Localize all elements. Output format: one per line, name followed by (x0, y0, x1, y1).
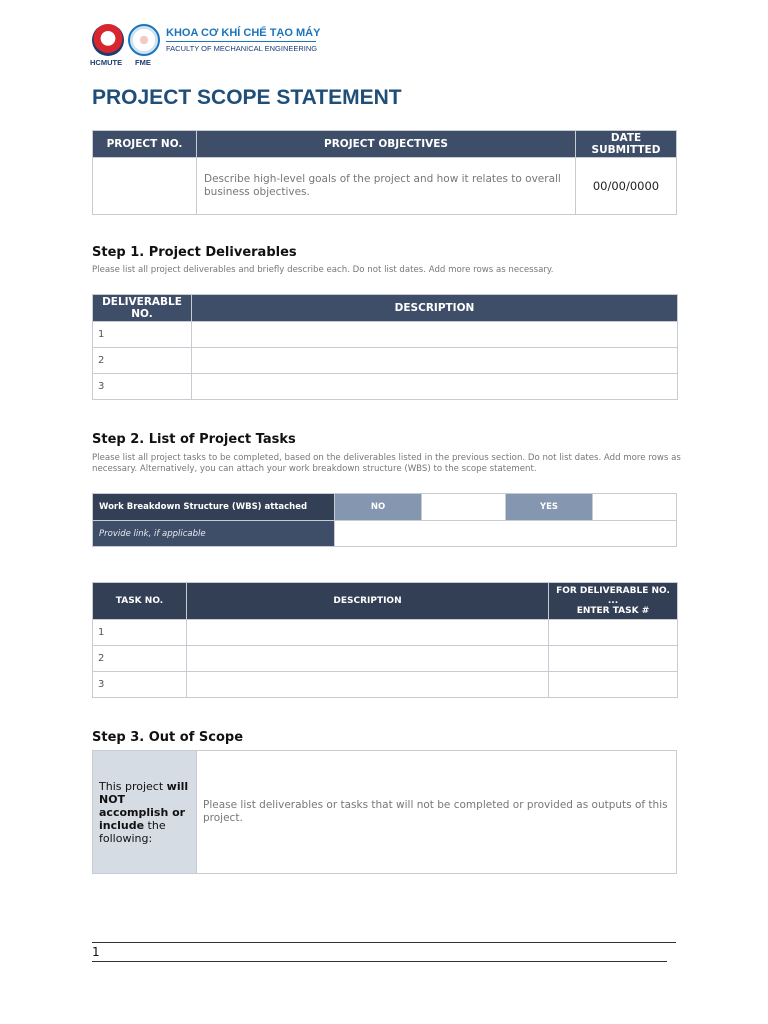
date-submitted-cell[interactable]: 00/00/0000 (576, 158, 677, 215)
col-for-deliverable (549, 583, 678, 620)
task-description-cell[interactable] (187, 646, 549, 672)
col-task-no: TASK NO. (93, 583, 187, 620)
wbs-yes-checkbox[interactable] (593, 494, 677, 521)
out-of-scope-label (93, 751, 197, 874)
deliverable-no-cell[interactable]: 3 (93, 374, 192, 400)
project-objectives-cell[interactable]: Describe high-level goals of the project and how it relates to overall business objectives. (197, 158, 576, 215)
table-row (93, 646, 678, 672)
out-of-scope-field[interactable]: Please list deliverables or tasks that will not be completed or provided as outputs of this project. (197, 751, 677, 874)
col-for-deliverable-line3: ENTER TASK # (576, 606, 650, 616)
col-project-objectives: PROJECT OBJECTIVES (197, 131, 576, 158)
logo-divider (166, 41, 316, 42)
hcmute-emblem-icon (92, 24, 124, 56)
out-of-scope-table (92, 750, 677, 874)
task-no-cell[interactable]: 1 (93, 620, 187, 646)
scope-label-emphasis: will NOT accomplish or include (99, 779, 189, 832)
wbs-link-field[interactable] (335, 521, 677, 547)
step2-note: Please list all project tasks to be completed, based on the deliverables listed in the previous section. Do not list dates. Add more rows as necessary. Alternatively, you can attach your work breakdown structure (WBS) to the scope statement. (92, 453, 681, 474)
task-no-cell[interactable]: 3 (93, 672, 187, 698)
step2-heading: Step 2. List of Project Tasks (92, 432, 296, 447)
col-deliverable-no: DELIVERABLE NO. (93, 295, 192, 322)
task-no-cell[interactable]: 2 (93, 646, 187, 672)
logo-text-vn: KHOA CƠ KHÍ CHẾ TẠO MÁY (166, 27, 321, 39)
logo-sub-hcmute: HCMUTE (90, 58, 123, 67)
col-task-description: DESCRIPTION (187, 583, 549, 620)
page-title: PROJECT SCOPE STATEMENT (92, 86, 402, 109)
col-deliverable-description: DESCRIPTION (192, 295, 678, 322)
fme-emblem-icon (128, 24, 160, 56)
footer-divider-bottom (92, 961, 667, 962)
deliverable-description-cell[interactable] (192, 348, 678, 374)
wbs-no-checkbox[interactable] (422, 494, 506, 521)
wbs-table (92, 493, 677, 547)
task-deliverable-cell[interactable] (549, 620, 678, 646)
wbs-yes-label: YES (506, 494, 593, 521)
task-description-cell[interactable] (187, 620, 549, 646)
summary-table (92, 130, 677, 215)
deliverable-no-cell[interactable]: 2 (93, 348, 192, 374)
table-row (93, 672, 678, 698)
table-row (93, 322, 678, 348)
wbs-attached-label: Work Breakdown Structure (WBS) attached (93, 494, 335, 521)
deliverable-no-cell[interactable]: 1 (93, 322, 192, 348)
faculty-logo (90, 22, 320, 70)
col-project-no: PROJECT NO. (93, 131, 197, 158)
footer-divider-top (92, 942, 676, 943)
col-date-submitted: DATE SUBMITTED (576, 131, 677, 158)
wbs-no-label: NO (335, 494, 422, 521)
deliverable-description-cell[interactable] (192, 374, 678, 400)
scope-label-part1: This project (99, 779, 167, 793)
col-for-deliverable-line2: ... (607, 596, 619, 606)
table-row (93, 374, 678, 400)
wbs-link-label: Provide link, if applicable (93, 521, 335, 547)
col-for-deliverable-line1: FOR DELIVERABLE NO. (556, 586, 670, 596)
page-number: 1 (92, 945, 100, 959)
tasks-table (92, 582, 678, 698)
logo-sub-fme: FME (135, 58, 151, 67)
table-row (93, 620, 678, 646)
project-no-cell[interactable] (93, 158, 197, 215)
deliverables-table (92, 294, 678, 400)
deliverable-description-cell[interactable] (192, 322, 678, 348)
task-deliverable-cell[interactable] (549, 672, 678, 698)
table-row (93, 348, 678, 374)
scope-label-part3: the following: (99, 818, 166, 845)
logo-text-en: FACULTY OF MECHANICAL ENGINEERING (166, 44, 318, 53)
step1-note: Please list all project deliverables and briefly describe each. Do not list dates. Add more rows as necessary. (92, 265, 554, 275)
step1-heading: Step 1. Project Deliverables (92, 245, 297, 260)
task-deliverable-cell[interactable] (549, 646, 678, 672)
task-description-cell[interactable] (187, 672, 549, 698)
step3-heading: Step 3. Out of Scope (92, 730, 244, 745)
